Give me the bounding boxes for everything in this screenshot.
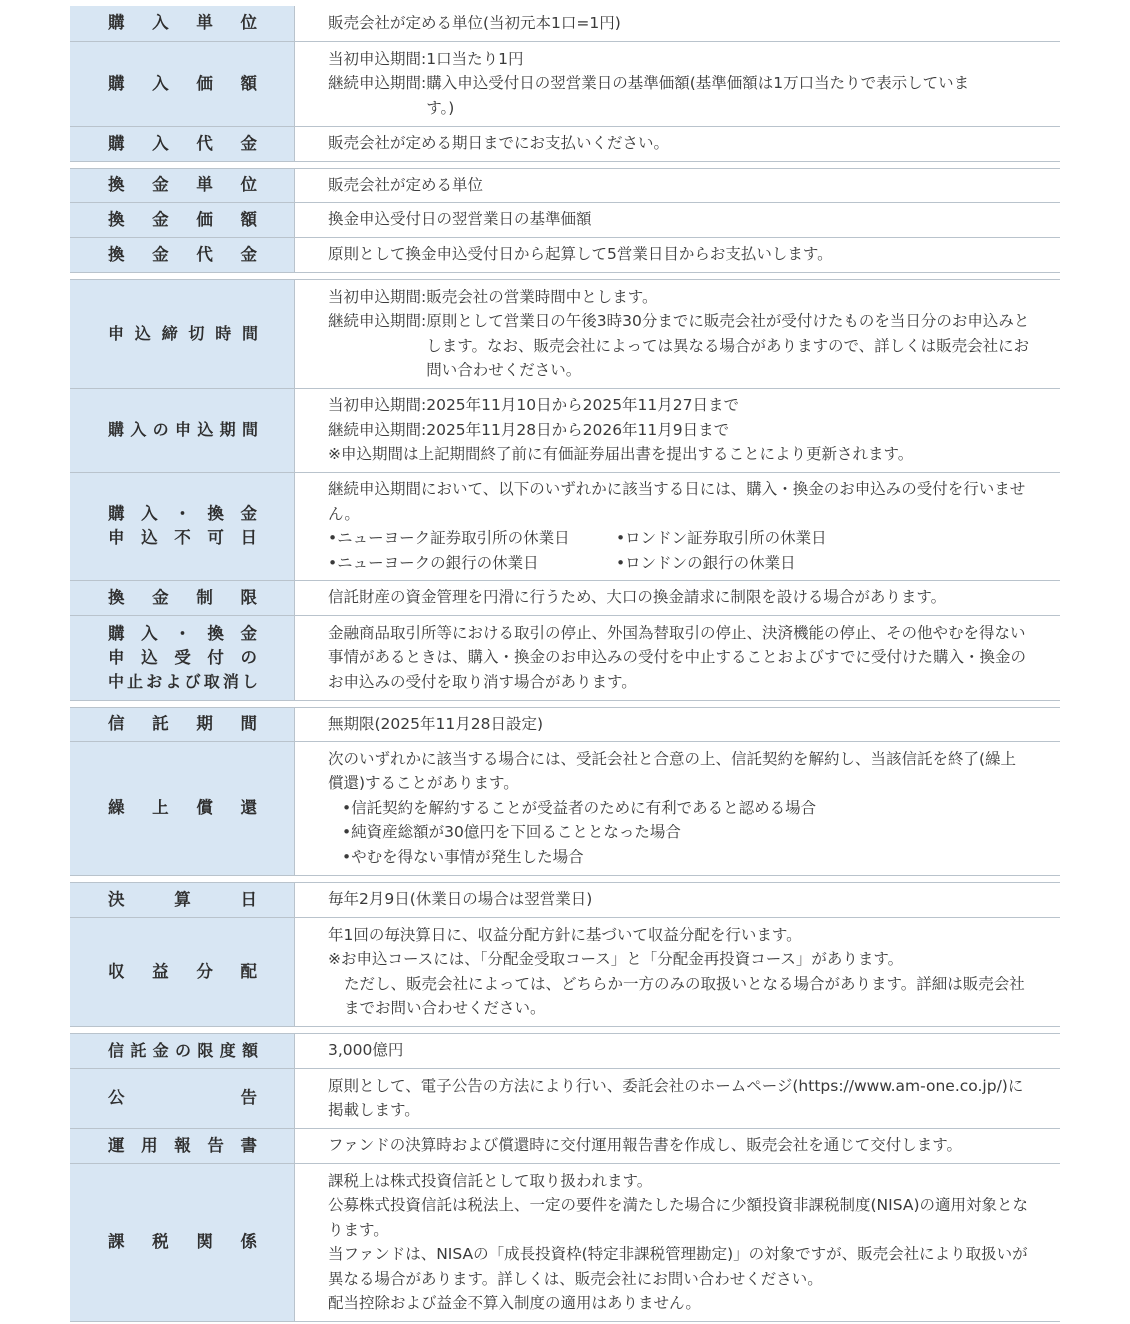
value-line: 課税上は株式投資信託として取り扱われます。: [328, 1171, 653, 1190]
section-gap-cell: [70, 161, 1060, 168]
row-value: [295, 741, 1061, 875]
row-value: 金融商品取引所等における取引の停止、外国為替取引の停止、決済機能の停止、その他やむを得ない事情があるときは、購入・換金のお申込みの受付を中止することおよびすでに受付けた購入・換金のお申込みの受付を取り消す場合があります。: [295, 615, 1061, 700]
row-label-cell: [70, 168, 295, 202]
value-line: 当初申込期間:販売会社の営業時間中とします。: [328, 287, 658, 306]
row-value: 3,000億円: [295, 1033, 1061, 1068]
value-line: 年1回の毎決算日に、収益分配方針に基づいて収益分配を行います。: [328, 925, 802, 944]
row-label-cell: [70, 615, 295, 700]
bullet-row: [328, 551, 1030, 576]
row-label: 信託金の限度額: [108, 1040, 258, 1060]
row-label: 購入単位: [108, 13, 258, 33]
value-line-body: 原則として営業日の午後3時30分までに販売会社が受付けたものを当日分のお申込みとします。なお、販売会社によっては異なる場合がありますので、詳しくは販売会社にお問い合わせください。: [426, 312, 1030, 379]
row-value: ファンドの決算時および償還時に交付運用報告書を作成し、販売会社を通じて交付します。: [295, 1128, 1061, 1163]
row-label: 換金代金: [108, 244, 258, 264]
table-row: [70, 126, 1060, 161]
table-row: [70, 202, 1060, 237]
row-label-cell: [70, 882, 295, 917]
section-gap-cell: [70, 1026, 1060, 1033]
row-value: 販売会社が定める期日までにお支払いください。: [295, 126, 1061, 161]
row-label: 購入・換金: [108, 623, 258, 643]
value-line-head: 継続申込期間:: [328, 312, 427, 330]
bullet-item: •信託契約を解約することが受益者のために有利であると認める場合: [342, 798, 817, 817]
row-label-cell: [70, 202, 295, 237]
table-row: [70, 707, 1060, 741]
bullet-item: •ニューヨークの銀行の休業日: [328, 553, 539, 572]
value-line: 継続申込期間:2025年11月28日から2026年11月9日まで: [328, 420, 730, 439]
row-value: [295, 1163, 1061, 1321]
row-value: [295, 279, 1061, 388]
row-label: 申込締切時間: [108, 323, 258, 343]
row-label-cell: [70, 388, 295, 472]
row-value: [295, 41, 1061, 126]
value-line: 配当控除および益金不算入制度の適用はありません。: [328, 1294, 701, 1312]
value-line-body: [426, 71, 1030, 120]
row-label-cell: [70, 237, 295, 272]
row-label-cell: [70, 580, 295, 615]
value-line-body-text: 購入申込受付日の翌営業日の基準価額(基準価額は1万口当たりで表示していま: [426, 74, 970, 93]
row-value: 販売会社が定める単位(当初元本1口=1円): [295, 6, 1061, 41]
table-row: [70, 580, 1060, 615]
row-value: 原則として換金申込受付日から起算して5営業日目からお支払いします。: [295, 237, 1061, 272]
row-value: 販売会社が定める単位: [295, 168, 1061, 202]
value-line-body-text-cont: す。): [426, 98, 455, 117]
table-row: [70, 1128, 1060, 1163]
section-gap-cell: [70, 700, 1060, 707]
section-gap: [70, 875, 1060, 882]
row-label: 収益分配: [108, 961, 258, 981]
table-row: [70, 917, 1060, 1026]
row-label: 換金単位: [108, 175, 258, 194]
table-row: [70, 6, 1060, 41]
row-label-cell: [70, 917, 295, 1026]
value-line: ※申込期間は上記期間終了前に有価証券届出書を提出することにより更新されます。: [328, 445, 914, 464]
section-gap: [70, 700, 1060, 707]
fund-terms-table: [70, 6, 1060, 1322]
table-row: [70, 168, 1060, 202]
row-value: 信託財産の資金管理を円滑に行うため、大口の換金請求に制限を設ける場合があります。: [295, 580, 1061, 615]
row-label-cell: [70, 741, 295, 875]
row-label: 運用報告書: [108, 1135, 258, 1155]
table-row: [70, 388, 1060, 472]
row-value: [295, 388, 1061, 472]
row-label: 購入価額: [108, 73, 258, 93]
section-gap-cell: [70, 272, 1060, 279]
value-line: 継続申込期間において、以下のいずれかに該当する日には、購入・換金のお申込みの受付を行いません。: [328, 480, 1026, 523]
value-line: 次のいずれかに該当する場合には、受託会社と合意の上、信託契約を解約し、当該信託を終了(繰上償還)することがあります。: [328, 749, 1017, 793]
row-label-cell: [70, 472, 295, 580]
row-value: 原則として、電子公告の方法により行い、委託会社のホームページ(https://www.am-one.co.jp/)に掲載します。: [295, 1068, 1061, 1128]
table-row: [70, 41, 1060, 126]
value-line-head: 継続申込期間:: [328, 74, 427, 93]
row-label: 繰上償還: [108, 798, 258, 817]
row-label: 購入・換金: [108, 504, 258, 523]
value-line: ただし、販売会社によっては、どちらか一方のみの取扱いとなる場合があります。詳細は販売会社までお問い合わせください。: [344, 974, 1025, 1017]
row-label: 申込不可日: [108, 528, 258, 547]
value-hanging-line: [328, 309, 1030, 383]
table-row: [70, 615, 1060, 700]
row-value: 無期限(2025年11月28日設定): [295, 707, 1061, 741]
row-label-cell: [70, 1163, 295, 1321]
row-label-cell: [70, 126, 295, 161]
bullet-item: •純資産総額が30億円を下回ることとなった場合: [342, 823, 681, 842]
row-value: [295, 917, 1061, 1026]
table-row: [70, 472, 1060, 580]
row-label-cell: [70, 279, 295, 388]
value-line: 公募株式投資信託は税法上、一定の要件を満たした場合に少額投資非課税制度(NISA)の適用対象となります。: [328, 1196, 1028, 1239]
bullet-row: [328, 526, 1030, 551]
value-line: 当初申込期間:1口当たり1円: [328, 49, 524, 68]
table-row: [70, 882, 1060, 917]
section-gap: [70, 1026, 1060, 1033]
table-row: [70, 1068, 1060, 1128]
table-row: [70, 741, 1060, 875]
row-value: 換金申込受付日の翌営業日の基準価額: [295, 202, 1061, 237]
bullet-item: •やむを得ない事情が発生した場合: [342, 847, 584, 866]
table-row: [70, 1033, 1060, 1068]
row-label-cell: [70, 1068, 295, 1128]
value-line: 当ファンドは、NISAの「成長投資枠(特定非課税管理勘定)」の対象ですが、販売会社により取扱いが異なる場合があります。詳しくは、販売会社にお問い合わせください。: [328, 1245, 1028, 1288]
value-line: ※お申込コースには、「分配金受取コース」と「分配金再投資コース」があります。: [328, 950, 904, 968]
row-label-cell: [70, 1033, 295, 1068]
row-label: 公告: [108, 1088, 258, 1107]
row-label: 購入の申込期間: [108, 420, 258, 439]
value-hanging-line: [328, 71, 1030, 120]
row-label: 換金価額: [108, 209, 258, 229]
row-label: 購入代金: [108, 133, 258, 153]
row-label-cell: [70, 41, 295, 126]
row-label-cell: [70, 707, 295, 741]
row-label-cell: [70, 6, 295, 41]
bullet-item: •ニューヨーク証券取引所の休業日: [328, 529, 570, 547]
table-row: [70, 279, 1060, 388]
row-label: 決算日: [108, 889, 258, 909]
row-label-cell: [70, 1128, 295, 1163]
section-gap-cell: [70, 875, 1060, 882]
row-label: 課税関係: [108, 1232, 258, 1251]
row-label: 信託期間: [108, 714, 258, 733]
section-gap: [70, 272, 1060, 279]
table-row: [70, 1163, 1060, 1321]
row-value: 毎年2月9日(休業日の場合は翌営業日): [295, 882, 1061, 917]
row-label: 中止および取消し: [108, 671, 258, 691]
row-value: [295, 472, 1061, 580]
value-line: 当初申込期間:2025年11月10日から2025年11月27日まで: [328, 396, 740, 415]
table-row: [70, 237, 1060, 272]
bullet-item: •ロンドンの銀行の休業日: [616, 553, 796, 572]
row-label: 換金制限: [108, 587, 258, 607]
bullet-item: •ロンドン証券取引所の休業日: [616, 529, 827, 547]
section-gap: [70, 161, 1060, 168]
row-label: 申込受付の: [108, 647, 258, 667]
